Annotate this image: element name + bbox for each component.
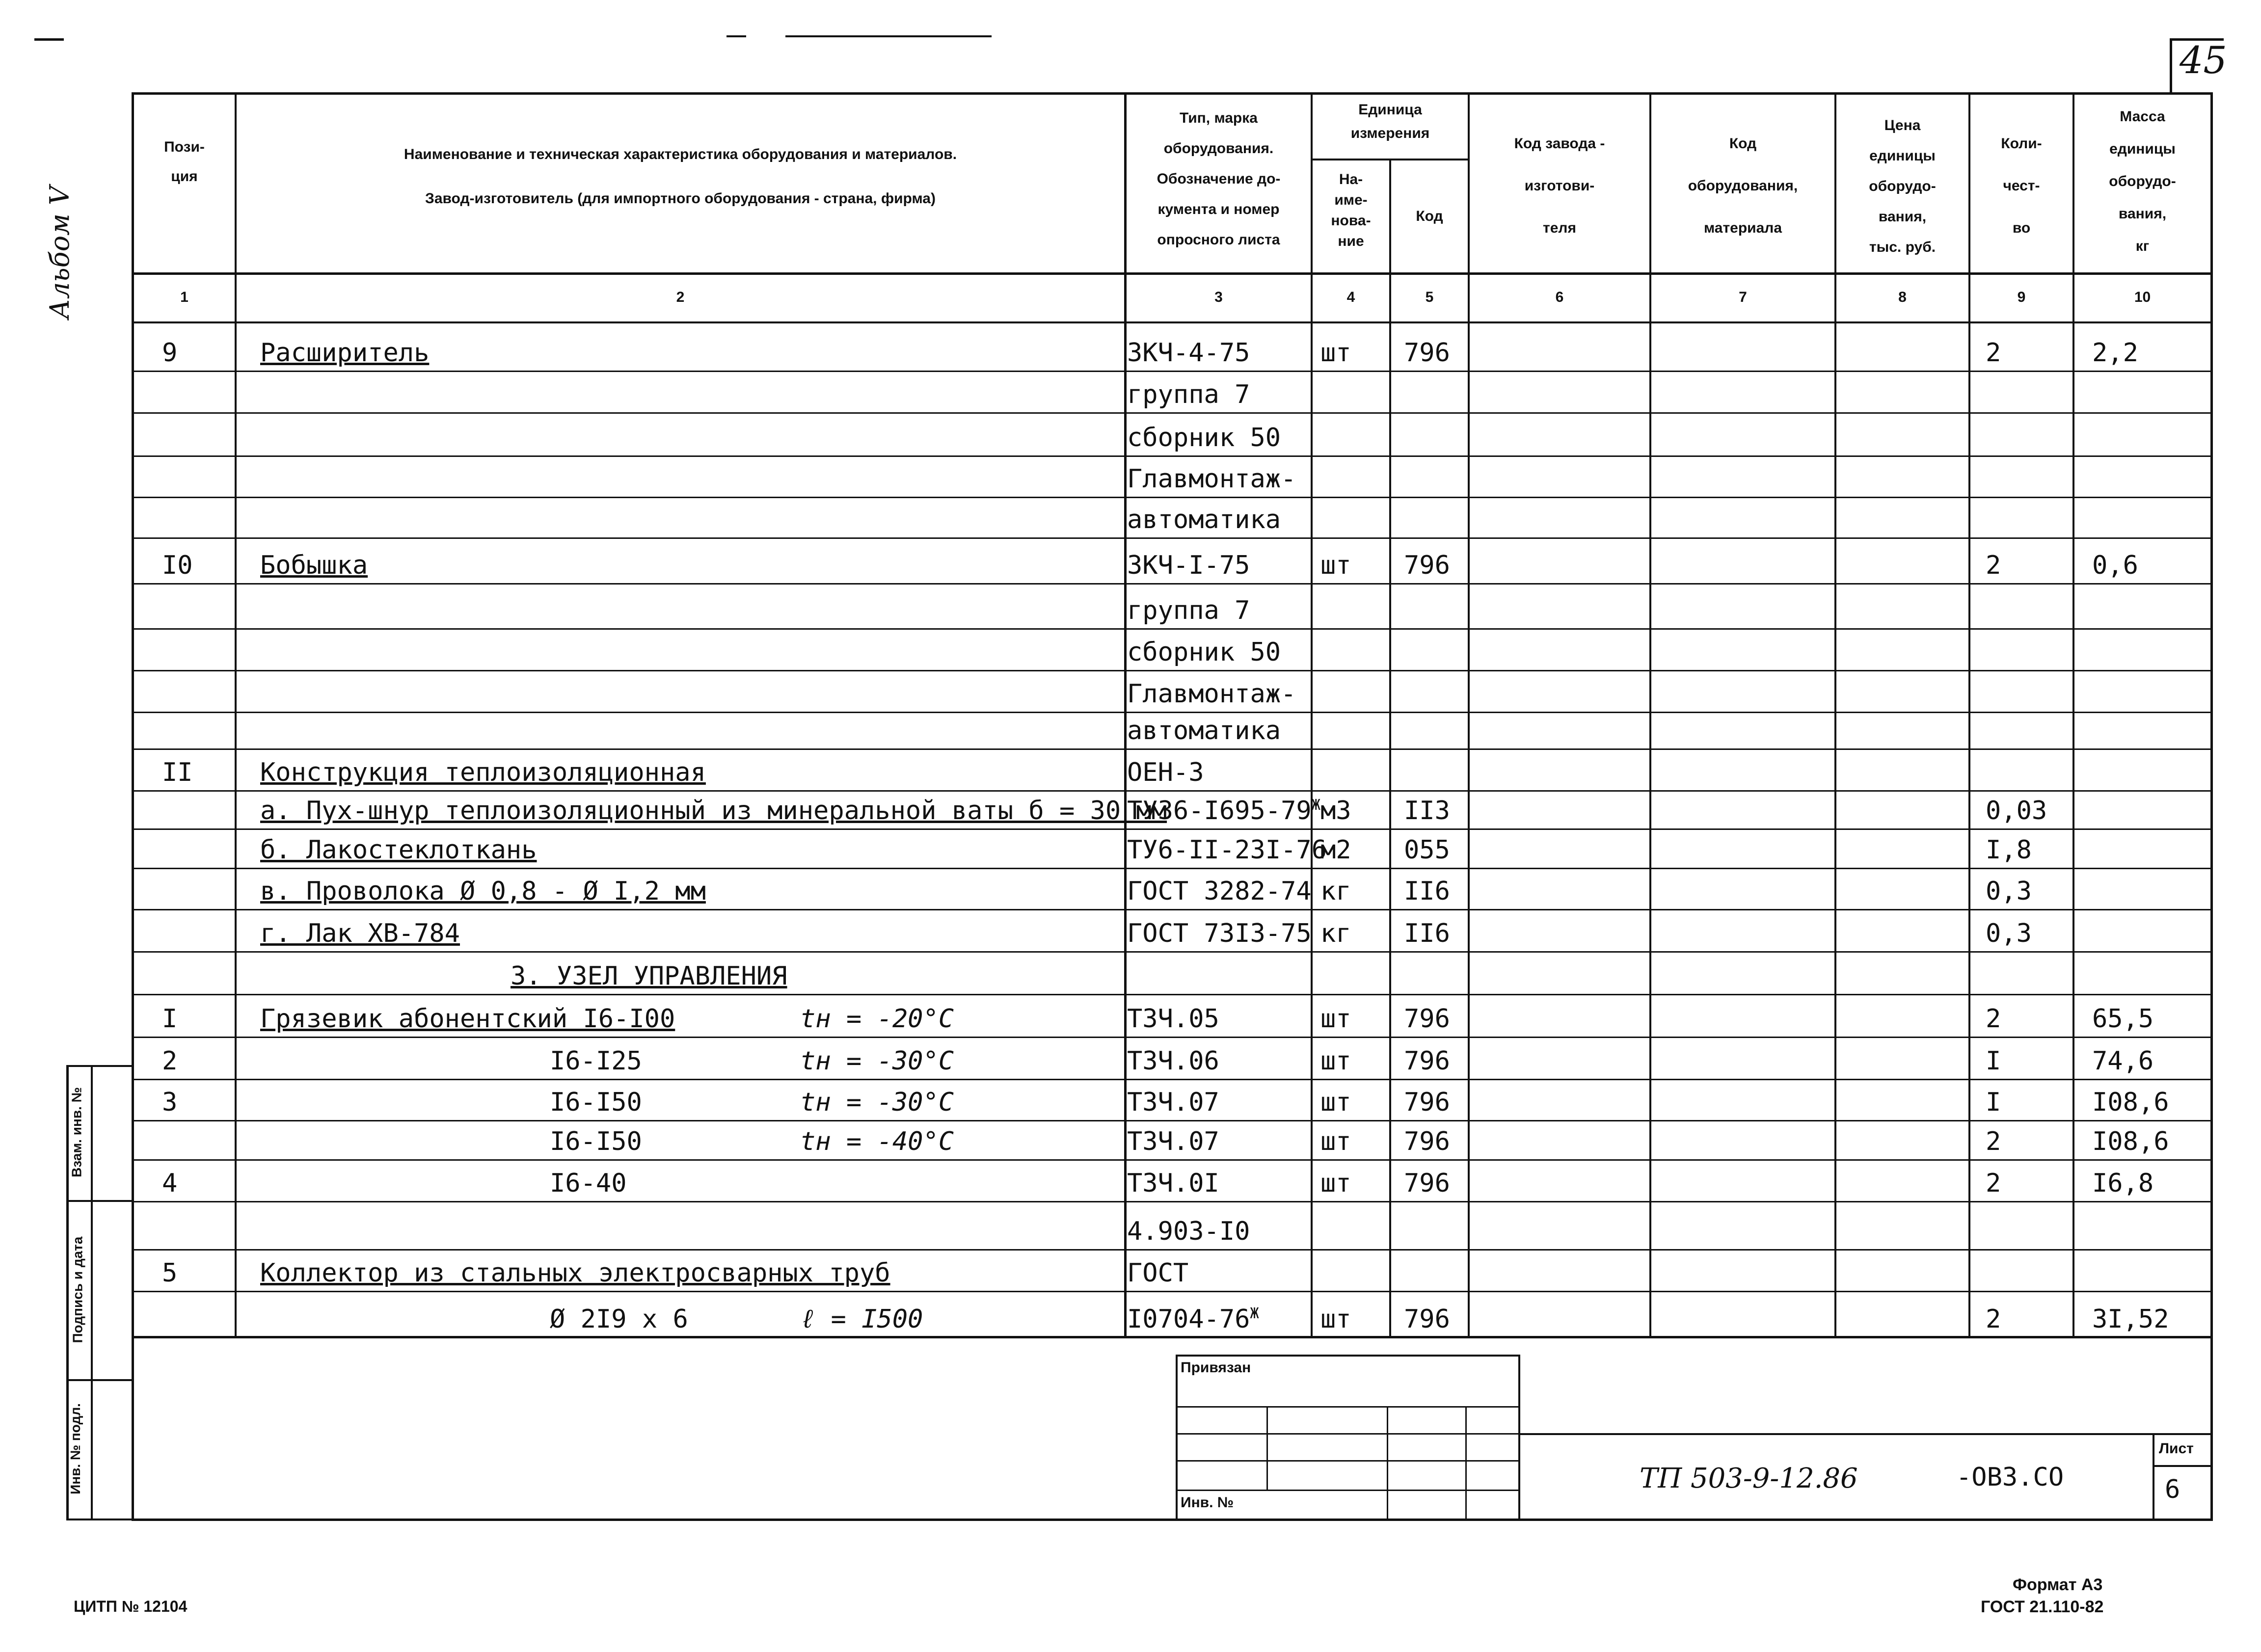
inv-no-label: Инв. № [1181,1494,1234,1511]
col-num-8: 8 [1898,289,1907,305]
cell-quantity: 0,3 [1986,877,2032,906]
cell-type: группа 7 [1127,596,1250,625]
col-num-6: 6 [1555,289,1564,305]
cell-position: 9 [162,338,178,368]
cell-quantity: 0,03 [1986,796,2047,826]
cell-unit: шт [1320,1305,1351,1334]
cell-name: Бобышка [260,551,368,580]
cell-type: ТЗЧ.05 [1127,1004,1219,1034]
cell-subname: I6-I50 [550,1127,642,1156]
doc-suffix: -ОВЗ.СО [1956,1463,2064,1492]
side-label-podpis: Подпись и дата [70,1236,85,1343]
cell-quantity: I [1986,1046,2001,1076]
cell-position: I [162,1004,178,1034]
cell-quantity: 0,3 [1986,919,2032,948]
cell-mass: I08,6 [2092,1127,2169,1156]
cell-type: автоматика [1127,716,1281,746]
cell-type [1127,1306,1259,1332]
cell-unit: кг [1320,919,1351,948]
cell-unit: м3 [1320,796,1351,826]
cell-unit: шт [1320,1127,1351,1156]
cell-position: II [162,758,193,787]
header-position: Пози- ция [164,139,205,185]
cell-unit-code: 796 [1404,1088,1450,1117]
cell-mass: I08,6 [2092,1088,2169,1117]
list-label: Лист [2159,1440,2194,1457]
cell-unit: шт [1320,1088,1351,1117]
cell-condition: ℓ = I500 [800,1305,923,1334]
cell-unit: м2 [1320,835,1351,865]
cell-type: Главмонтаж- [1127,679,1296,709]
cell-position: I0 [162,551,193,580]
cell-unit: шт [1320,551,1351,580]
list-value: 6 [2165,1475,2180,1504]
cell-type [1127,798,1320,824]
cell-mass: 74,6 [2092,1046,2154,1076]
col-num-2: 2 [676,289,685,305]
header-name: Наименование и техническая характеристика оборудования и материалов. Завод-изготовитель (для импортного оборудования - страна, фирма) [404,146,957,207]
header-unit-group: Единица измерения [1350,102,1430,141]
col-num-3: 3 [1214,289,1223,305]
album-label: Альбом V [44,186,75,319]
cell-name: Коллектор из стальных электросварных труб [260,1258,890,1288]
cell-name: а. Пух-шнур теплоизоляционный из минеральной ваты б = 30 мм [260,796,1167,826]
footer-gost: ГОСТ 21.110-82 [1981,1598,2104,1616]
header-factory-code: Код завода - изготови- теля [1514,135,1605,236]
cell-unit-code: II6 [1404,919,1450,948]
cell-quantity: 2 [1986,551,2001,580]
cell-subname: I6-I25 [550,1046,642,1076]
cell-type: сборник 50 [1127,423,1281,453]
cell-type: ГОСТ [1127,1258,1189,1288]
cell-mass: I6,8 [2092,1169,2154,1198]
cell-unit-code: 796 [1404,1169,1450,1198]
cell-unit-code: 796 [1404,1127,1450,1156]
cell-unit-code: 796 [1404,1046,1450,1076]
cell-unit-code: II3 [1404,796,1450,826]
cell-unit-code: 796 [1404,1305,1450,1334]
cell-unit-code: II6 [1404,877,1450,906]
cell-quantity: I,8 [1986,835,2032,865]
cell-type-text: I0704-76 [1127,1305,1250,1334]
cell-name: б. Лакостеклоткань [260,835,537,865]
cell-name: Грязевик абонентский I6-I00 [260,1004,675,1034]
col-num-1: 1 [180,289,188,305]
cell-name: г. Лак ХВ-784 [260,919,460,948]
cell-position: 2 [162,1046,178,1076]
header-quantity: Коли- чест- во [2001,135,2042,236]
cell-type: Главмонтаж- [1127,464,1296,494]
cell-unit: шт [1320,338,1351,368]
cell-type: ТУ6-II-23I-76 [1127,835,1327,865]
cell-quantity: 2 [1986,1305,2001,1334]
cell-quantity: 2 [1986,1127,2001,1156]
header-unit-name: На- име- нова- ние [1331,171,1371,249]
cell-quantity: 2 [1986,1004,2001,1034]
cell-quantity: 2 [1986,338,2001,368]
cell-type: ЗКЧ-4-75 [1127,338,1250,368]
cell-quantity: 2 [1986,1169,2001,1198]
cell-unit-code: 796 [1404,338,1450,368]
cell-type: сборник 50 [1127,638,1281,667]
col-num-5: 5 [1425,289,1434,305]
cell-condition: tн = -30°С [800,1046,954,1076]
cell-mass: 0,6 [2092,551,2138,580]
cell-unit: шт [1320,1004,1351,1034]
cell-type: ГОСТ 3282-74 [1127,877,1312,906]
cell-type: ГОСТ 73I3-75 [1127,919,1312,948]
cell-type: ОЕН-3 [1127,758,1204,787]
cell-type: автоматика [1127,505,1281,534]
cell-position: 3 [162,1088,178,1117]
header-equipment-code: Код оборудования, материала [1688,135,1798,236]
cell-section: 3. УЗЕЛ УПРАВЛЕНИЯ [511,961,787,991]
cell-type-text: ТУ36-I695-79 [1127,796,1312,826]
cell-condition: tн = -30°С [800,1088,954,1117]
cell-subname: I6-I50 [550,1088,642,1117]
cell-type: группа 7 [1127,380,1250,409]
cell-type: ТЗЧ.07 [1127,1088,1219,1117]
cell-position: 5 [162,1258,178,1288]
col-num-7: 7 [1739,289,1747,305]
cell-position: 4 [162,1169,178,1198]
cell-type: ЗКЧ-I-75 [1127,551,1250,580]
col-num-4: 4 [1346,289,1355,305]
footer-left: ЦИТП № 12104 [74,1598,188,1615]
cell-type-mark: Ж [1250,1305,1259,1322]
footer-format: Формат А3 [2013,1575,2103,1594]
cell-type-mark: Ж [1311,797,1320,814]
cell-type: 4.903-I0 [1127,1217,1250,1246]
cell-name: Расширитель [260,338,430,368]
cell-mass: 65,5 [2092,1004,2154,1034]
header-unit-code: Код [1416,208,1443,224]
cell-name: в. Проволока Ø 0,8 - Ø I,2 мм [260,877,706,906]
privyazan-label: Привязан [1181,1359,1251,1376]
col-num-9: 9 [2017,289,2026,305]
cell-type: ТЗЧ.06 [1127,1046,1219,1076]
header-mass: Масса единицы оборудо- вания, кг [2109,108,2176,254]
cell-type: ТЗЧ.07 [1127,1127,1219,1156]
header-type: Тип, марка оборудования. Обозначение до- кумента и номер опросного листа [1157,110,1281,248]
cell-subname: I6-40 [550,1169,627,1198]
cell-name: Конструкция теплоизоляционная [260,758,706,787]
cell-quantity: I [1986,1088,2001,1117]
doc-code: ТП 503-9-12.86 [1640,1463,1858,1494]
page-number: 45 [2180,38,2227,82]
cell-unit-code: 055 [1404,835,1450,865]
cell-subname: Ø 2I9 х 6 [550,1305,688,1334]
cell-mass: 2,2 [2092,338,2138,368]
cell-condition: tн = -40°С [800,1127,954,1156]
cell-unit: кг [1320,877,1351,906]
header-price: Цена единицы оборудо- вания, тыс. руб. [1869,117,1936,255]
cell-unit-code: 796 [1404,551,1450,580]
cell-unit: шт [1320,1169,1351,1198]
cell-unit: шт [1320,1046,1351,1076]
col-num-10: 10 [2134,289,2151,305]
side-label-vzam: Взам. инв. № [69,1087,84,1177]
cell-condition: tн = -20°С [800,1004,954,1034]
side-label-inv: Инв. № подл. [68,1403,83,1494]
cell-type: ТЗЧ.0I [1127,1169,1219,1198]
cell-mass: 3I,52 [2092,1305,2169,1334]
cell-unit-code: 796 [1404,1004,1450,1034]
